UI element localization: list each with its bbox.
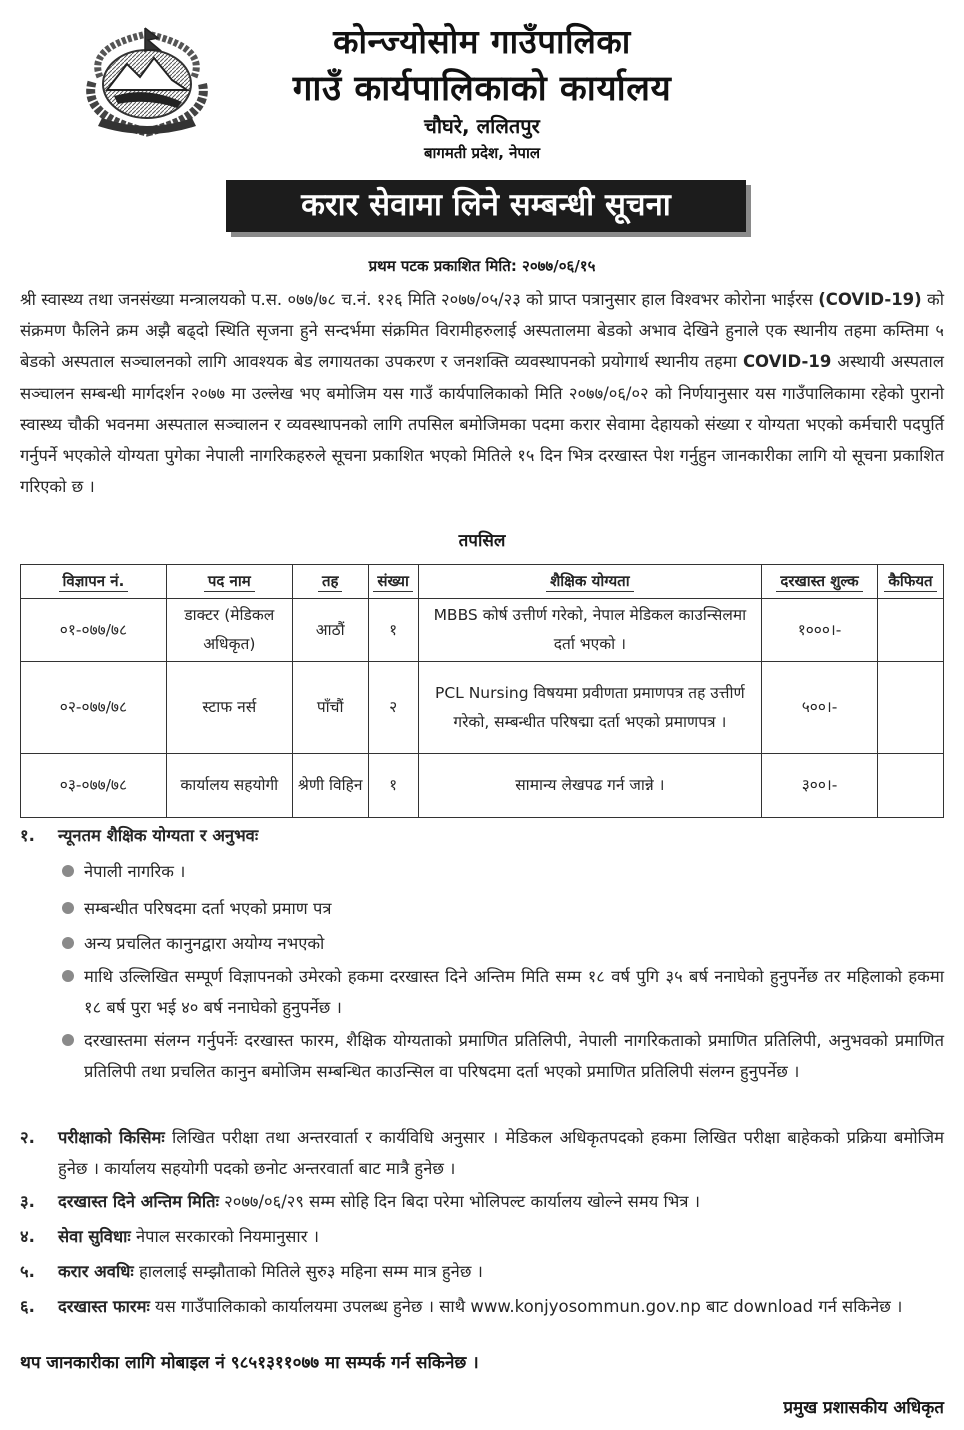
bullet-icon (62, 1034, 74, 1046)
section-body: यस गाउँपालिकाको कार्यालयमा उपलब्ध हुनेछ । साथै www.konjyosommun.gov.np बाट download गर्न सकिनेछ । (149, 1297, 903, 1316)
section-body: नेपाल सरकारको नियमानुसार । (130, 1227, 319, 1246)
section-body: लिखित परीक्षा तथा अन्तरवार्ता र कार्यविधि अनुसार । मेडिकल अधिकृतपदको हकमा लिखित परीक्षा बाहेकको प्रक्रिया बमोजिम हुनेछ । कार्यालय सहयोगी पदको छनोट अन्तरवार्ता बाट मात्रै हुनेछ । (58, 1128, 944, 1178)
cell-fee: ३००।- (762, 754, 878, 818)
cell-count: १ (368, 754, 418, 818)
section-number: ३. (20, 1192, 35, 1211)
vacancy-table (20, 564, 944, 818)
section-title: दरखास्त दिने अन्तिम मितिः (58, 1192, 219, 1211)
office-location: चौघरे, ललितपुर (424, 114, 540, 138)
section-title: न्यूनतम शैक्षिक योग्यता र अनुभवः (58, 826, 259, 845)
section-title: दरखास्त फारमः (58, 1297, 150, 1316)
cell-fee: ५००।- (762, 662, 878, 754)
section-2 (20, 1122, 944, 1184)
table-header-row (21, 565, 944, 599)
office-name: गाउँ कार्यपालिकाको कार्यालय (292, 69, 672, 109)
section-body: हाललाई सम्झौताको मितिले सुरु३ महिना सम्म मात्र हुनेछ । (133, 1262, 483, 1281)
cell-fee: १०००।- (762, 599, 878, 662)
section-number: २. (20, 1128, 35, 1147)
bullet-icon (62, 865, 74, 877)
cell-level: आठौं (292, 599, 368, 662)
cell-adv-no: ०३-०७७/७८ (21, 754, 167, 818)
signatory-title: प्रमुख प्रशासकीय अधिकृत (783, 1398, 944, 1418)
section-number: १. (20, 826, 35, 845)
bullet-icon (62, 937, 74, 949)
col-header-level: तह (292, 565, 368, 599)
covid-term-1: (COVID-19) (818, 290, 922, 309)
section-body: २०७७/०६/२९ सम्म सोहि दिन बिदा परेमा भोलिपल्ट कार्यालय खोल्ने समय भित्र । (218, 1192, 700, 1211)
bullet-icon (62, 970, 74, 982)
section-title: परीक्षाको किसिमः (58, 1128, 165, 1147)
section-4 (20, 1221, 944, 1252)
section-number: ५. (20, 1262, 35, 1281)
list-item: सम्बन्धीत परिषदमा दर्ता भएको प्रमाण पत्र (62, 893, 944, 924)
list-item: अन्य प्रचलित कानुनद्वारा अयोग्य नभएको (62, 928, 944, 959)
notice-title: करार सेवामा लिने सम्बन्धी सूचना (226, 180, 746, 232)
cell-qualification: MBBS कोर्ष उत्तीर्ण गरेको, नेपाल मेडिकल काउन्सिलमा दर्ता भएको । (418, 599, 761, 662)
publish-date: प्रथम पटक प्रकाशित मिति: २०७७/०६/१५ (368, 257, 596, 275)
section-title: करार अवधिः (58, 1262, 134, 1281)
col-header-qualification: शैक्षिक योग्यता (418, 565, 761, 599)
col-header-remarks: कैफियत (877, 565, 943, 599)
cell-remarks (877, 662, 943, 754)
col-header-count: संख्या (368, 565, 418, 599)
intro-text-3: अस्थायी अस्पताल सञ्चालन सम्बन्धी मार्गदर्शन २०७७ मा उल्लेख भए बमोजिम यस गाउँ कार्यपालिकाको मिति २०७७/०६/०२ को निर्णयानुसार यस गाउँपालिकामा रहेको पुरानो स्वास्थ्य चौकी भवनमा अस्पताल सञ्चालन र व्यवस्थापनको लागि तपसिल बमोजिमका पदमा करार सेवामा देहायको संख्या र योग्यता भएको कर्मचारी पदपुर्ति गर्नुपर्ने भएकोले योग्यता पुगेका नेपाली नागरिकहरुले सूचना प्रकाशित भएको मितिले १५ दिन भित्र दरखास्त पेश गर्नुहुन जानकारीका लागि यो सूचना प्रकाशित गरिएको छ । (20, 352, 944, 497)
cell-remarks (877, 599, 943, 662)
intro-text-1: श्री स्वास्थ्य तथा जनसंख्या मन्त्रालयको प.स. ०७७/७८ च.नं. १२६ मिति २०७७/०५/२३ को प्राप्त पत्रानुसार हाल विश्वभर कोरोना भाईरस (20, 290, 819, 309)
bullet-icon (62, 902, 74, 914)
cell-post: कार्यालय सहयोगी (166, 754, 292, 818)
col-header-adv-no: विज्ञापन नं. (21, 565, 167, 599)
cell-qualification: PCL Nursing विषयमा प्रवीणता प्रमाणपत्र तह उत्तीर्ण गरेको, सम्बन्धीत परिषद्मा दर्ता भएको प्रमाणपत्र । (418, 662, 761, 754)
section-3 (20, 1186, 944, 1217)
col-header-fee: दरखास्त शुल्क (762, 565, 878, 599)
intro-text-2: को संक्रमण फैलिने क्रम अझै बढ्दो स्थिति सृजना हुने सन्दर्भमा संक्रमित विरामीहरुलाई अस्पतालमा बेडको अभाव देखिने हुनाले एक स्थानीय तहमा कम्तिमा ५ बेडको अस्पताल सञ्चालनको लागि आवश्यक बेड लगायतका उपकरण र जनशक्ति व्यवस्थापनको प्रयोगार्थ स्थानीय तहमा (20, 290, 944, 372)
contact-note: थप जानकारीका लागि मोबाइल नं ९८५१३११०७७ मा सम्पर्क गर्न सकिनेछ । (20, 1353, 479, 1373)
section-number: ६. (20, 1297, 35, 1316)
cell-count: १ (368, 599, 418, 662)
cell-level: श्रेणी विहिन (292, 754, 368, 818)
section-5 (20, 1256, 944, 1287)
table-row (21, 662, 944, 754)
cell-post: स्टाफ नर्स (166, 662, 292, 754)
covid-term-2: COVID-19 (742, 352, 832, 372)
table-row (21, 599, 944, 662)
cell-count: २ (368, 662, 418, 754)
municipality-name: कोन्ज्योसोम गाउँपालिका (333, 22, 631, 61)
cell-adv-no: ०१-०७७/७८ (21, 599, 167, 662)
cell-qualification: सामान्य लेखपढ गर्न जान्ने । (418, 754, 761, 818)
section-title: सेवा सुविधाः (58, 1227, 131, 1246)
section-6 (20, 1291, 944, 1322)
cell-remarks (877, 754, 943, 818)
cell-level: पाँचौं (292, 662, 368, 754)
table-row (21, 754, 944, 818)
section-number: ४. (20, 1227, 35, 1246)
office-province: बागमती प्रदेश, नेपाल (423, 144, 541, 162)
cell-adv-no: ०२-०७७/७८ (21, 662, 167, 754)
tapsil-heading: तपसिल (458, 531, 506, 551)
intro-paragraph (20, 284, 944, 502)
col-header-post: पद नाम (166, 565, 292, 599)
cell-post: डाक्टर (मेडिकल अधिकृत) (166, 599, 292, 662)
list-item: नेपाली नागरिक । (62, 856, 944, 887)
list-item: माथि उल्लिखित सम्पूर्ण विज्ञापनको उमेरको हकमा दरखास्त दिने अन्तिम मिति सम्म १८ वर्ष पुगि ३५ बर्ष ननाघेको हुनुपर्नेछ तर महिलाको हकमा १८ बर्ष पुरा भई ४० बर्ष ननाघेको हुनुपर्नेछ । (62, 961, 944, 1023)
list-item: दरखास्तमा संलग्न गर्नुपर्नेः दरखास्त फारम, शैक्षिक योग्यताको प्रमाणित प्रतिलिपी, नेपाली नागरिकताको प्रमाणित प्रतिलिपी, अनुभवको प्रमाणित प्रतिलिपी तथा प्रचलित कानुन बमोजिम सम्बन्धित काउन्सिल वा परिषदमा दर्ता भएको प्रमाणित प्रतिलिपी संलग्न हुनुपर्नेछ । (62, 1025, 944, 1087)
section-1 (20, 820, 944, 851)
